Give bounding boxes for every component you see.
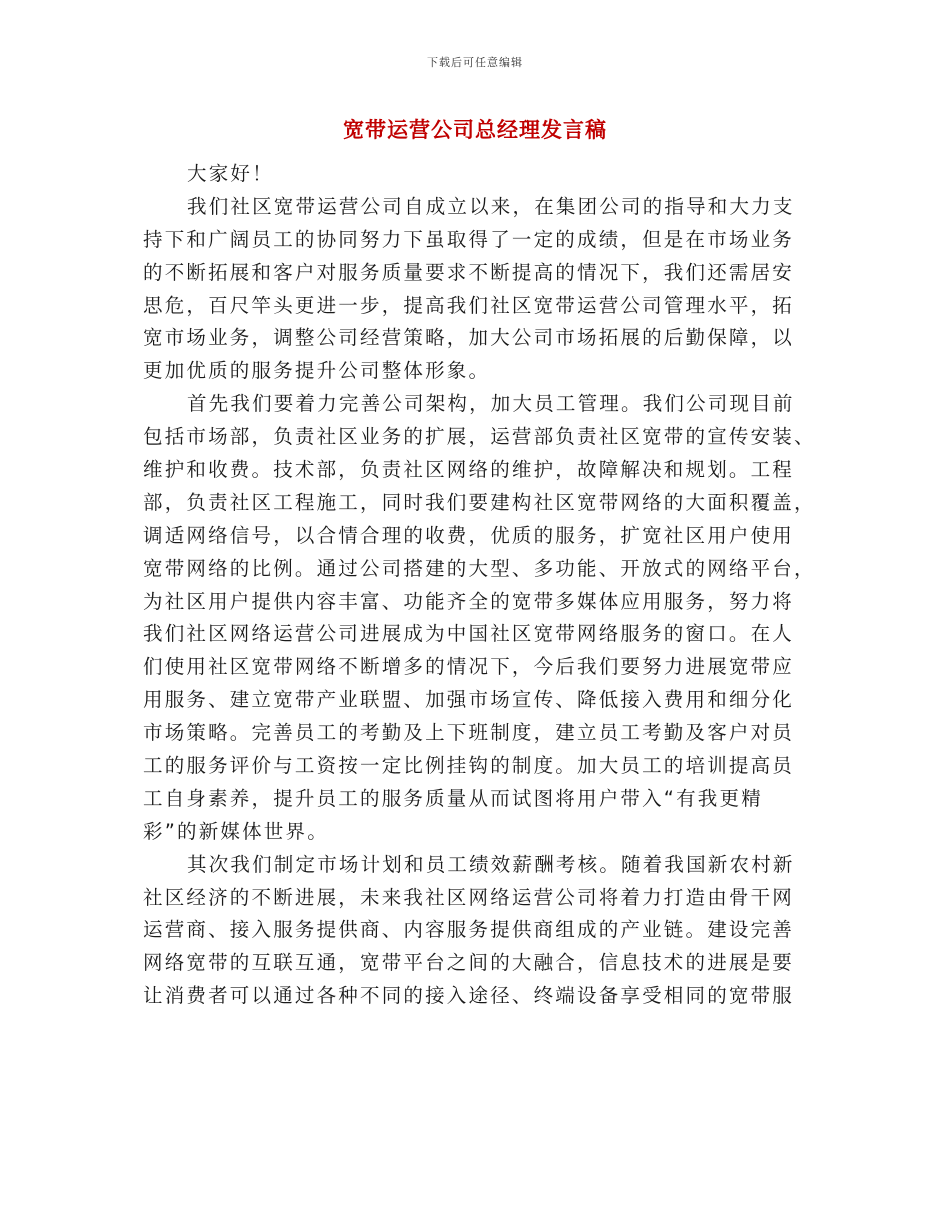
body-line: 运营商、接入服务提供商、内容服务提供商组成的产业链。建设完善 xyxy=(143,918,795,942)
body-line: 网络宽带的互联互通，宽带平台之间的大融合，信息技术的进展是要 xyxy=(143,951,795,975)
body-line: 我们社区宽带运营公司自成立以来，在集团公司的指导和大力支 xyxy=(187,194,795,218)
document-body xyxy=(143,158,816,1013)
body-line: 为社区用户提供内容丰富、功能齐全的宽带多媒体应用服务，努力将 xyxy=(143,589,795,613)
document-title: 宽带运营公司总经理发言稿 xyxy=(343,118,607,142)
body-line: 部，负责社区工程施工，同时我们要建构社区宽带网络的大面积覆盖， xyxy=(143,490,816,514)
body-line: 调适网络信号，以合情合理的收费，优质的服务，扩宽社区用户使用 xyxy=(143,523,795,547)
body-line: 我们社区网络运营公司进展成为中国社区宽带网络服务的窗口。在人 xyxy=(143,622,795,646)
body-line: 市场策略。完善员工的考勤及上下班制度，建立员工考勤及客户对员 xyxy=(143,721,795,745)
body-line: 们使用社区宽带网络不断增多的情况下，今后我们要努力进展宽带应 xyxy=(143,655,795,679)
body-line: 彩”的新媒体世界。 xyxy=(143,819,329,843)
body-line: 工自身素养，提升员工的服务质量从而试图将用户带入“有我更精 xyxy=(143,786,763,810)
page-header-note: 下载后可任意编辑 xyxy=(427,56,523,69)
body-line: 更加优质的服务提升公司整体形象。 xyxy=(143,359,491,383)
body-line: 思危，百尺竿头更进一步，提高我们社区宽带运营公司管理水平，拓 xyxy=(143,293,795,317)
body-line: 包括市场部，负责社区业务的扩展，运营部负责社区宽带的宣传安装、 xyxy=(143,425,816,449)
body-line: 首先我们要着力完善公司架构，加大员工管理。我们公司现目前 xyxy=(187,392,795,416)
body-line: 大家好！ xyxy=(187,162,274,185)
body-line: 的不断拓展和客户对服务质量要求不断提高的情况下，我们还需居安 xyxy=(143,260,795,284)
body-line: 持下和广阔员工的协同努力下虽取得了一定的成绩，但是在市场业务 xyxy=(143,227,795,251)
body-line: 宽市场业务，调整公司经营策略，加大公司市场拓展的后勤保障，以 xyxy=(143,326,795,350)
body-line: 工的服务评价与工资按一定比例挂钩的制度。加大员工的培训提高员 xyxy=(143,754,795,778)
body-line: 用服务、建立宽带产业联盟、加强市场宣传、降低接入费用和细分化 xyxy=(143,688,795,712)
body-line: 让消费者可以通过各种不同的接入途径、终端设备享受相同的宽带服 xyxy=(143,984,795,1008)
body-line: 其次我们制定市场计划和员工绩效薪酬考核。随着我国新农村新 xyxy=(187,852,795,876)
body-line: 社区经济的不断进展，未来我社区网络运营公司将着力打造由骨干网 xyxy=(143,885,795,909)
body-line: 宽带网络的比例。通过公司搭建的大型、多功能、开放式的网络平台， xyxy=(143,556,816,580)
body-line: 维护和收费。技术部，负责社区网络的维护，故障解决和规划。工程 xyxy=(143,458,795,482)
